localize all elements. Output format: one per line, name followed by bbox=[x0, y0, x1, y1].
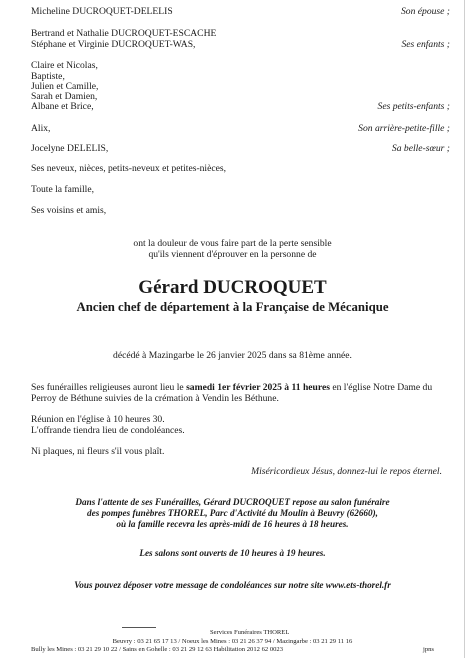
deceased-title: Ancien chef de département à la Française de Mécanique bbox=[76, 300, 389, 314]
death-notice: décédé à Mazingarbe le 26 janvier 2025 dans sa 81ème année. bbox=[113, 350, 352, 361]
family-name-grandchild-2: Baptiste, bbox=[31, 71, 65, 82]
relation-sister-in-law: Sa belle-sœur ; bbox=[391, 143, 450, 154]
family-name-child-1: Bertrand et Nathalie DUCROQUET-ESCACHE bbox=[31, 28, 217, 39]
family-neighbours: Ses voisins et amis, bbox=[31, 205, 107, 216]
family-nephews: Ses neveux, nièces, petits-neveux et petites-nièces, bbox=[31, 163, 227, 174]
relation-spouse: Son épouse ; bbox=[400, 6, 450, 17]
no-flowers: Ni plaques, ni fleurs s'il vous plaît. bbox=[31, 446, 165, 457]
condolence-message: Vous pouvez déposer votre message de condoléances sur notre site www.ets-thorel.fr bbox=[74, 580, 391, 590]
funeral-line-2: Perroy de Béthune suivies de la crémation à Vendin les Béthune. bbox=[31, 393, 279, 404]
family-name-great-grandchild: Alix, bbox=[31, 123, 51, 134]
family-name-grandchild-4: Sarah et Damien, bbox=[31, 91, 98, 102]
family-name-child-2: Stéphane et Virginie DUCROQUET-WAS, bbox=[31, 39, 196, 50]
funeral-home-line-3: où la famille recevra les après-midi de 16 heures à 18 heures. bbox=[116, 519, 349, 529]
gathering-line-2: L'offrande tiendra lieu de condoléances. bbox=[31, 425, 185, 436]
funeral-text-after: en l'église Notre Dame du bbox=[329, 382, 433, 393]
deceased-name: Gérard DUCROQUET bbox=[138, 277, 327, 298]
relation-great-grandchild: Son arrière-petite-fille ; bbox=[358, 123, 450, 134]
announcement-line-2: qu'ils viennent d'éprouver en la personne de bbox=[148, 249, 317, 260]
footer-title: Services Funéraires THOREL bbox=[210, 629, 290, 636]
funeral-line-1 bbox=[31, 382, 432, 393]
announcement-line-1: ont la douleur de vous faire part de la perte sensible bbox=[133, 238, 332, 249]
family-name-spouse: Micheline DUCROQUET-DELELIS bbox=[31, 6, 173, 17]
funeral-home-line-1: Dans l'attente de ses Funérailles, Gérard DUCROQUET repose au salon funéraire bbox=[75, 497, 390, 507]
funeral-text-before: Ses funérailles religieuses auront lieu le bbox=[31, 382, 187, 393]
funeral-home-line-2: des pompes funèbres THOREL, Parc d'Activité du Moulin à Beuvry (62660), bbox=[87, 508, 378, 518]
family-name-grandchild-3: Julien et Camille, bbox=[31, 81, 99, 92]
salon-hours: Les salons sont ouverts de 10 heures à 19 heures. bbox=[139, 548, 326, 558]
prayer: Miséricordieux Jésus, donnez-lui le repos éternel. bbox=[251, 466, 442, 477]
family-name-grandchild-5: Albane et Brice, bbox=[31, 101, 94, 112]
footer-line-2: Bully les Mines : 03 21 29 10 22 / Sains en Gohelle : 03 21 29 12 63 Habilitation 2012 62 0023 bbox=[31, 646, 284, 653]
footer-logo-rule bbox=[122, 619, 156, 628]
family-all: Toute la famille, bbox=[31, 184, 94, 195]
relation-grandchildren: Ses petits-enfants ; bbox=[377, 101, 450, 112]
funeral-date: samedi 1er février 2025 à 11 heures bbox=[186, 382, 330, 393]
family-name-grandchild-1: Claire et Nicolas, bbox=[31, 60, 98, 71]
footer-tag: jpns bbox=[423, 646, 434, 653]
footer-line-1: Beuvry : 03 21 65 17 13 / Noeux les Mines : 03 21 26 37 94 / Mazingarbe : 03 21 29 11 16 bbox=[112, 638, 353, 645]
relation-children: Ses enfants ; bbox=[401, 39, 450, 50]
family-name-sister-in-law: Jocelyne DELELIS, bbox=[31, 143, 109, 154]
gathering-line-1: Réunion en l'église à 10 heures 30. bbox=[31, 414, 165, 425]
